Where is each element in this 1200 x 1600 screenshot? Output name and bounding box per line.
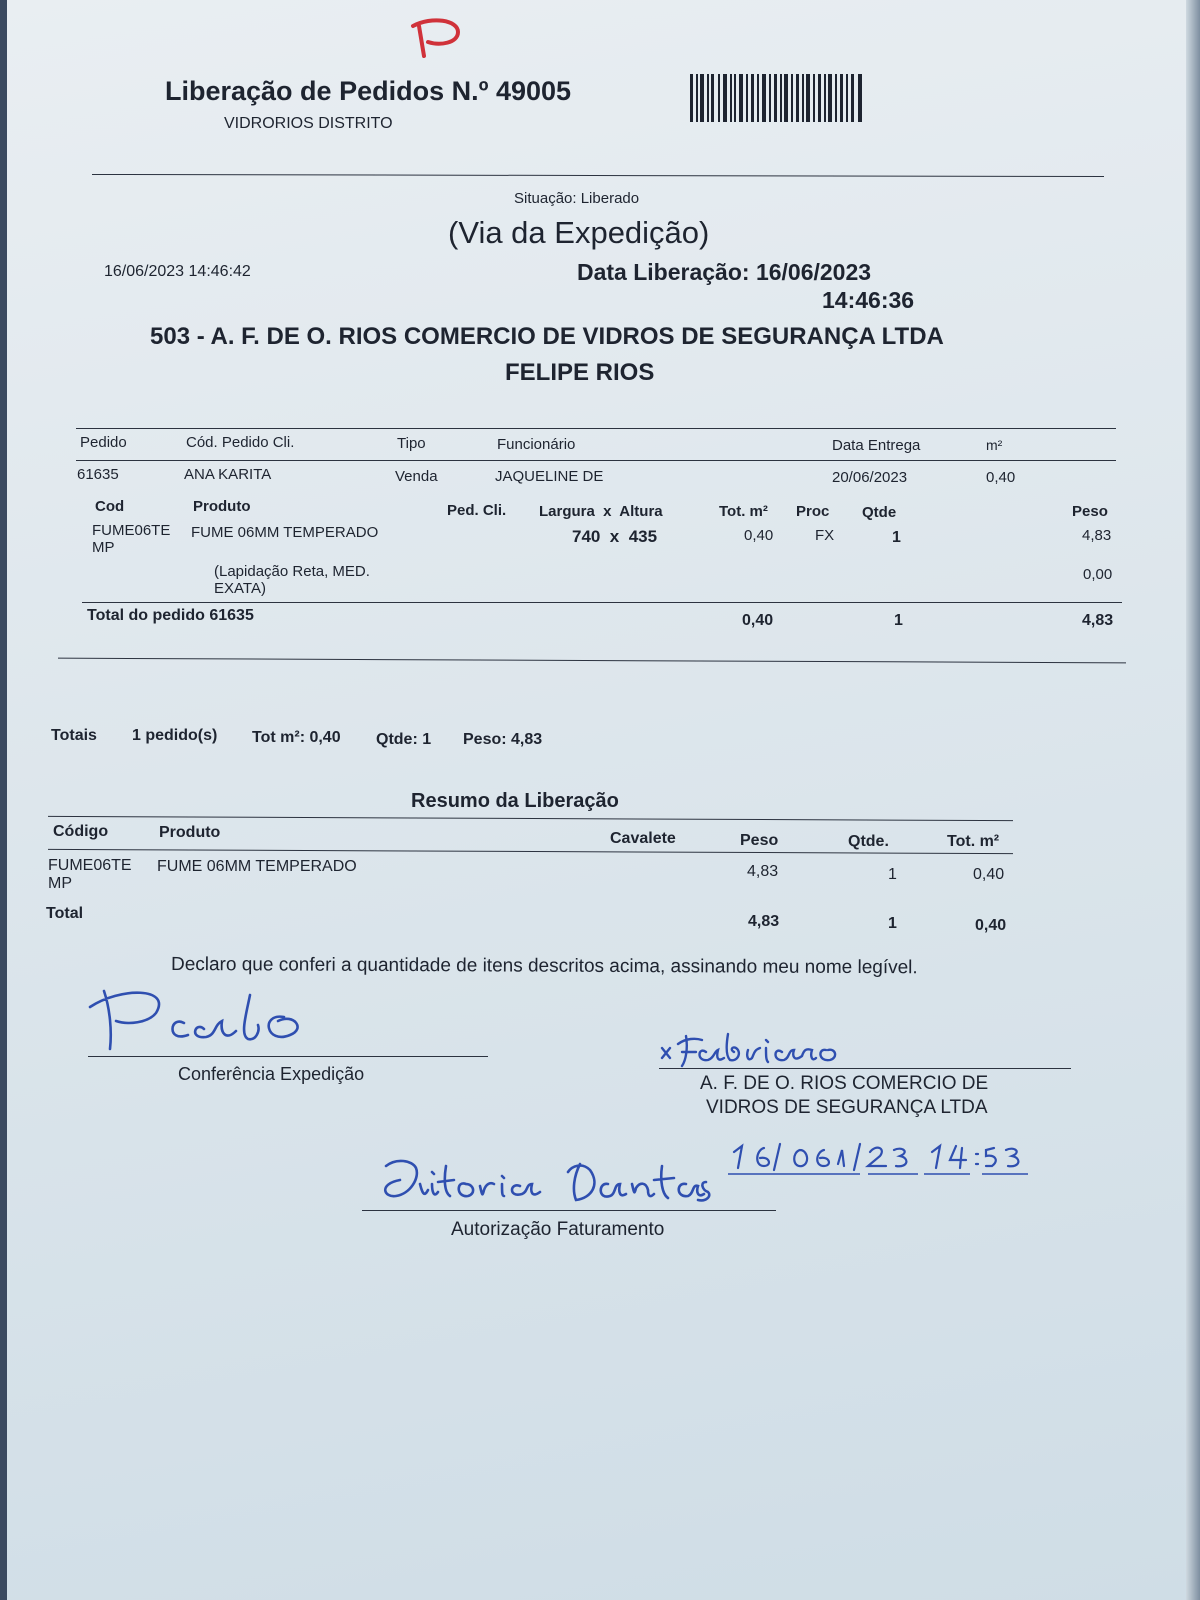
autorizacao-label: Autorização Faturamento: [451, 1219, 665, 1240]
item-tot-m2: 0,40: [744, 527, 774, 544]
order-section-divider: [58, 658, 1126, 664]
resumo-total-qtde: 1: [888, 915, 897, 932]
item-header-proc: Proc: [796, 503, 830, 520]
empresa-label-line2: VIDROS DE SEGURANÇA LTDA: [706, 1097, 988, 1118]
via-label: (Via da Expedição): [448, 215, 710, 250]
order-pedido: 61635: [77, 466, 119, 483]
resumo-header-qtde: Qtde.: [848, 833, 889, 850]
document-title: Liberação de Pedidos N.º 49005: [165, 76, 572, 106]
totais-pedidos: 1 pedido(s): [132, 727, 218, 744]
header-data-entrega: Data Entrega: [832, 437, 921, 454]
process-line2: EXATA): [214, 580, 266, 597]
data-liberacao-time: 14:46:36: [822, 287, 915, 313]
resumo-produto: FUME 06MM TEMPERADO: [157, 858, 357, 875]
item-header-largura-altura: Largura x Altura: [539, 503, 663, 520]
situacao-label: Situação: Liberado: [514, 190, 640, 207]
signature-line-conferencia: [88, 1056, 488, 1057]
empresa-label-line1: A. F. DE O. RIOS COMERCIO DE: [700, 1073, 989, 1094]
signature-fabiano: [656, 1022, 856, 1070]
signature-vitoria-dantas: [376, 1154, 716, 1214]
item-header-qtde: Qtde: [862, 504, 897, 521]
resumo-total-peso: 4,83: [748, 913, 780, 930]
signature-paulo: [80, 985, 350, 1055]
process-peso: 0,00: [1083, 566, 1113, 583]
resumo-qtde: 1: [888, 866, 897, 883]
totais-peso: Peso: 4,83: [463, 731, 543, 748]
item-cod-line2: MP: [92, 539, 115, 556]
order-total-label: Total do pedido 61635: [87, 607, 254, 624]
totais-qtde: Qtde: 1: [376, 731, 432, 748]
order-table-top-rule: [76, 428, 1116, 429]
page-edge-right: [1186, 0, 1200, 1600]
resumo-top-rule: [48, 816, 1013, 821]
resumo-peso: 4,83: [747, 863, 779, 880]
item-cod-line1: FUME06TE: [92, 522, 171, 539]
order-data-entrega: 20/06/2023: [832, 469, 908, 486]
item-header-tot-m2: Tot. m²: [719, 503, 768, 520]
header-m2: m²: [986, 437, 1003, 453]
resumo-header-codigo: Código: [53, 823, 109, 840]
order-total-qtde: 1: [894, 612, 903, 629]
client-name: 503 - A. F. DE O. RIOS COMERCIO DE VIDROS DE SEGURANÇA LTDA: [150, 323, 944, 350]
item-dimensions: 740 x 435: [572, 527, 658, 546]
resumo-header-cavalete: Cavalete: [610, 830, 676, 847]
order-header-rule: [76, 460, 1116, 461]
header-funcionario: Funcionário: [497, 436, 576, 453]
resumo-header-produto: Produto: [159, 824, 221, 841]
signature-line-empresa: [659, 1068, 1071, 1069]
resumo-total-tot-m2: 0,40: [975, 917, 1007, 934]
order-funcionario: JAQUELINE DE: [495, 468, 604, 485]
item-header-ped-cli: Ped. Cli.: [447, 502, 507, 519]
item-header-cod: Cod: [95, 498, 125, 515]
totais-label: Totais: [51, 727, 97, 744]
item-peso: 4,83: [1082, 527, 1112, 544]
resumo-total-label: Total: [46, 905, 84, 922]
order-cod-pedido-cli: ANA KARITA: [184, 466, 272, 483]
item-proc: FX: [815, 527, 835, 544]
order-total-rule: [82, 602, 1122, 603]
handwritten-p-mark: [410, 12, 470, 62]
declaration-text: Declaro que conferi a quantidade de itens descritos acima, assinando meu nome legível.: [170, 954, 918, 979]
resumo-tot-m2: 0,40: [973, 866, 1005, 883]
resumo-title: Resumo da Liberação: [411, 790, 619, 812]
header-pedido: Pedido: [80, 434, 127, 451]
item-header-peso: Peso: [1072, 503, 1108, 520]
barcode-icon: [690, 74, 866, 124]
item-qtde: 1: [892, 529, 901, 546]
process-line1: (Lapidação Reta, MED.: [214, 563, 370, 580]
resumo-header-peso: Peso: [740, 832, 779, 849]
order-total-tot-m2: 0,40: [742, 612, 774, 629]
conferencia-label: Conferência Expedição: [178, 1064, 365, 1084]
header-cod-pedido-cli: Cód. Pedido Cli.: [186, 434, 295, 451]
client-contact: FELIPE RIOS: [505, 359, 655, 386]
handwritten-date: [724, 1138, 1034, 1178]
page-edge-left: [0, 0, 7, 1600]
order-total-peso: 4,83: [1082, 612, 1114, 629]
signature-line-autorizacao: [362, 1210, 776, 1211]
resumo-codigo-line1: FUME06TE: [48, 857, 132, 874]
resumo-codigo-line2: MP: [48, 875, 72, 892]
item-produto: FUME 06MM TEMPERADO: [191, 524, 379, 541]
header-tipo: Tipo: [397, 435, 426, 452]
data-liberacao: Data Liberação: 16/06/2023: [577, 259, 872, 285]
company-subtitle: VIDRORIOS DISTRITO: [224, 115, 393, 132]
header-divider: [92, 174, 1104, 177]
print-datetime: 16/06/2023 14:46:42: [104, 263, 251, 280]
totais-tot-m2: Tot m²: 0,40: [252, 729, 341, 746]
item-header-produto: Produto: [193, 498, 251, 515]
order-tipo: Venda: [395, 468, 438, 485]
order-m2: 0,40: [986, 469, 1016, 486]
resumo-header-tot-m2: Tot. m²: [947, 833, 1000, 850]
